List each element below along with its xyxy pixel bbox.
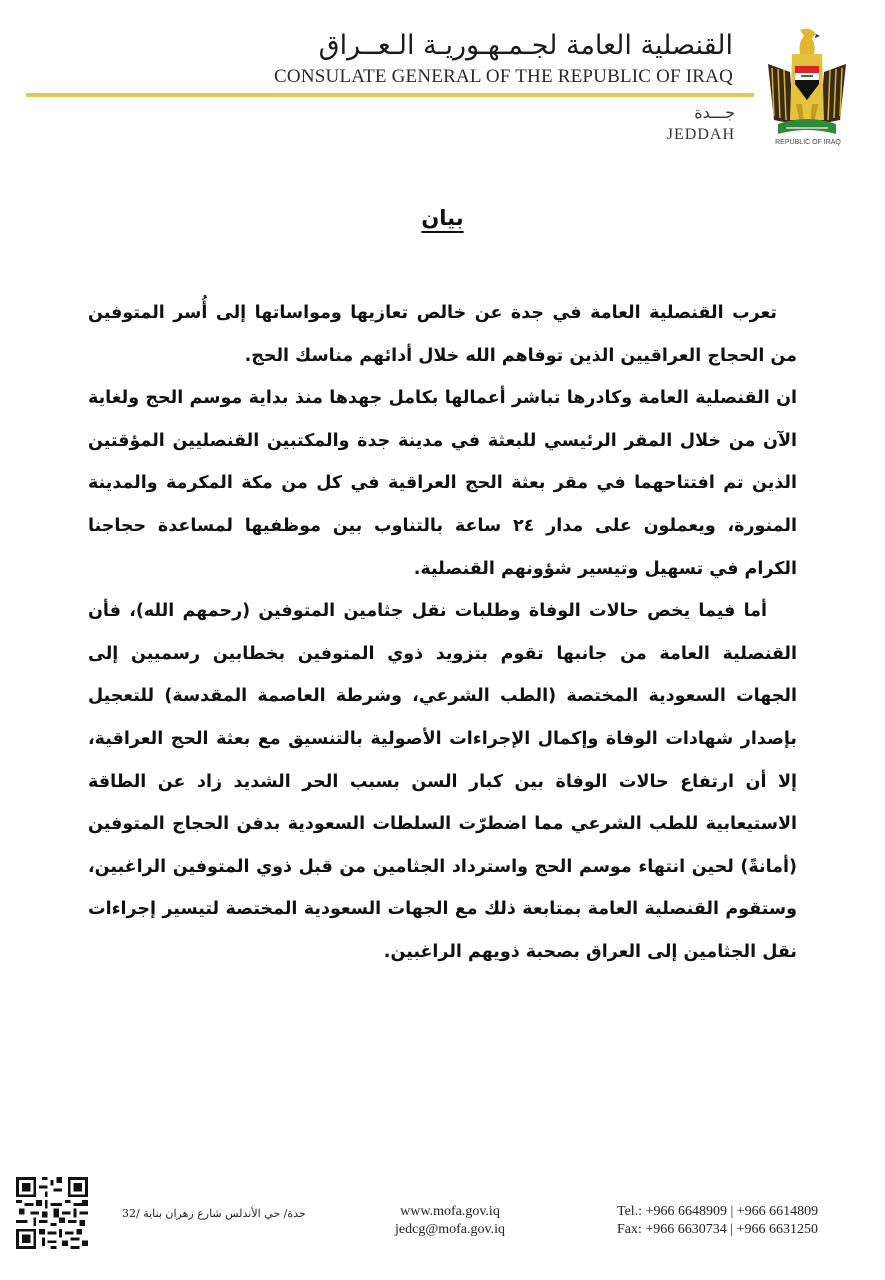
emblem-caption: REPUBLIC OF IRAQ	[775, 139, 841, 146]
header-title-english: CONSULATE GENERAL OF THE REPUBLIC OF IRAQ	[274, 66, 733, 87]
document-title-text: بيان	[421, 206, 464, 230]
fax-numbers: Fax: +966 6630734 | +966 6631250	[617, 1222, 818, 1237]
email-link[interactable]: jedcg@mofa.gov.iq	[395, 1222, 505, 1237]
document-title	[0, 206, 885, 230]
paragraph: ان القنصلية العامة وكادرها تباشر أعمالها بكامل جهدها منذ بداية موسم الحج ولغاية الآن من خلال المقر الرئيسي للبعثة في مدينة جدة والمكتبين القنصليين المؤقتين الذين تم افتتاحهما في مقر بعثة الحج العراقية في كل من مكة المكرمة والمدينة المنورة، ويعملون على مدار ٢٤ ساعة بالتناوب بين موظفيها لمساعدة حجاجنا الكرام في تسهيل وتيسير شؤونهم القنصلية.	[88, 388, 797, 579]
website-link[interactable]: www.mofa.gov.iq	[400, 1204, 500, 1219]
paragraph: تعرب القنصلية العامة في جدة عن خالص تعازيها ومواساتها إلى أُسر المتوفين من الحجاج العراقيين الذين توفاهم الله خلال أدائهم مناسك الحج.	[88, 303, 797, 366]
header-title-arabic: القنصلية العامة لجـمـهـوريـة الـعــراق	[318, 30, 733, 61]
document-body	[88, 292, 797, 974]
iraq-emblem-icon	[760, 24, 854, 154]
footer-address: جدة/ حي الأندلس شارع زهران بناية /32	[122, 1207, 306, 1220]
city-arabic: جـــدة	[694, 103, 735, 122]
footer-contact	[617, 1203, 818, 1239]
city-english: JEDDAH	[666, 126, 735, 143]
qr-code-icon	[16, 1177, 88, 1249]
telephone-numbers: Tel.: +966 6648909 | +966 6614809	[617, 1204, 819, 1219]
paragraph: أما فيما يخص حالات الوفاة وطلبات نقل جثامين المتوفين (رحمهم الله)، فأن القنصلية العامة من جانبها تقوم بتزويد ذوي المتوفين بخطابين رسميين إلى الجهات السعودية المختصة (الطب الشرعي، وشرطة العاصمة المقدسة) للتعجيل بإصدار شهادات الوفاة وإكمال الإجراءات الأصولية بالتنسيق مع بعثة الحج العراقية، إلا أن ارتفاع حالات الوفاة بين كبار السن بسبب الحر الشديد زاد عن الطاقة الاستيعابية للطب الشرعي مما اضطرّت السلطات السعودية بدفن الحجاج المتوفين (أمانةً) لحين انتهاء موسم الحج واسترداد الجثامين من قبل ذوي المتوفين الراغبين، وستقوم القنصلية العامة بمتابعة ذلك مع الجهات السعودية المختصة لتيسير إجراءات نقل الجثامين إلى العراق بصحبة ذويهم الراغبين.	[88, 601, 797, 962]
footer-web	[380, 1203, 520, 1239]
header-divider	[26, 93, 754, 97]
